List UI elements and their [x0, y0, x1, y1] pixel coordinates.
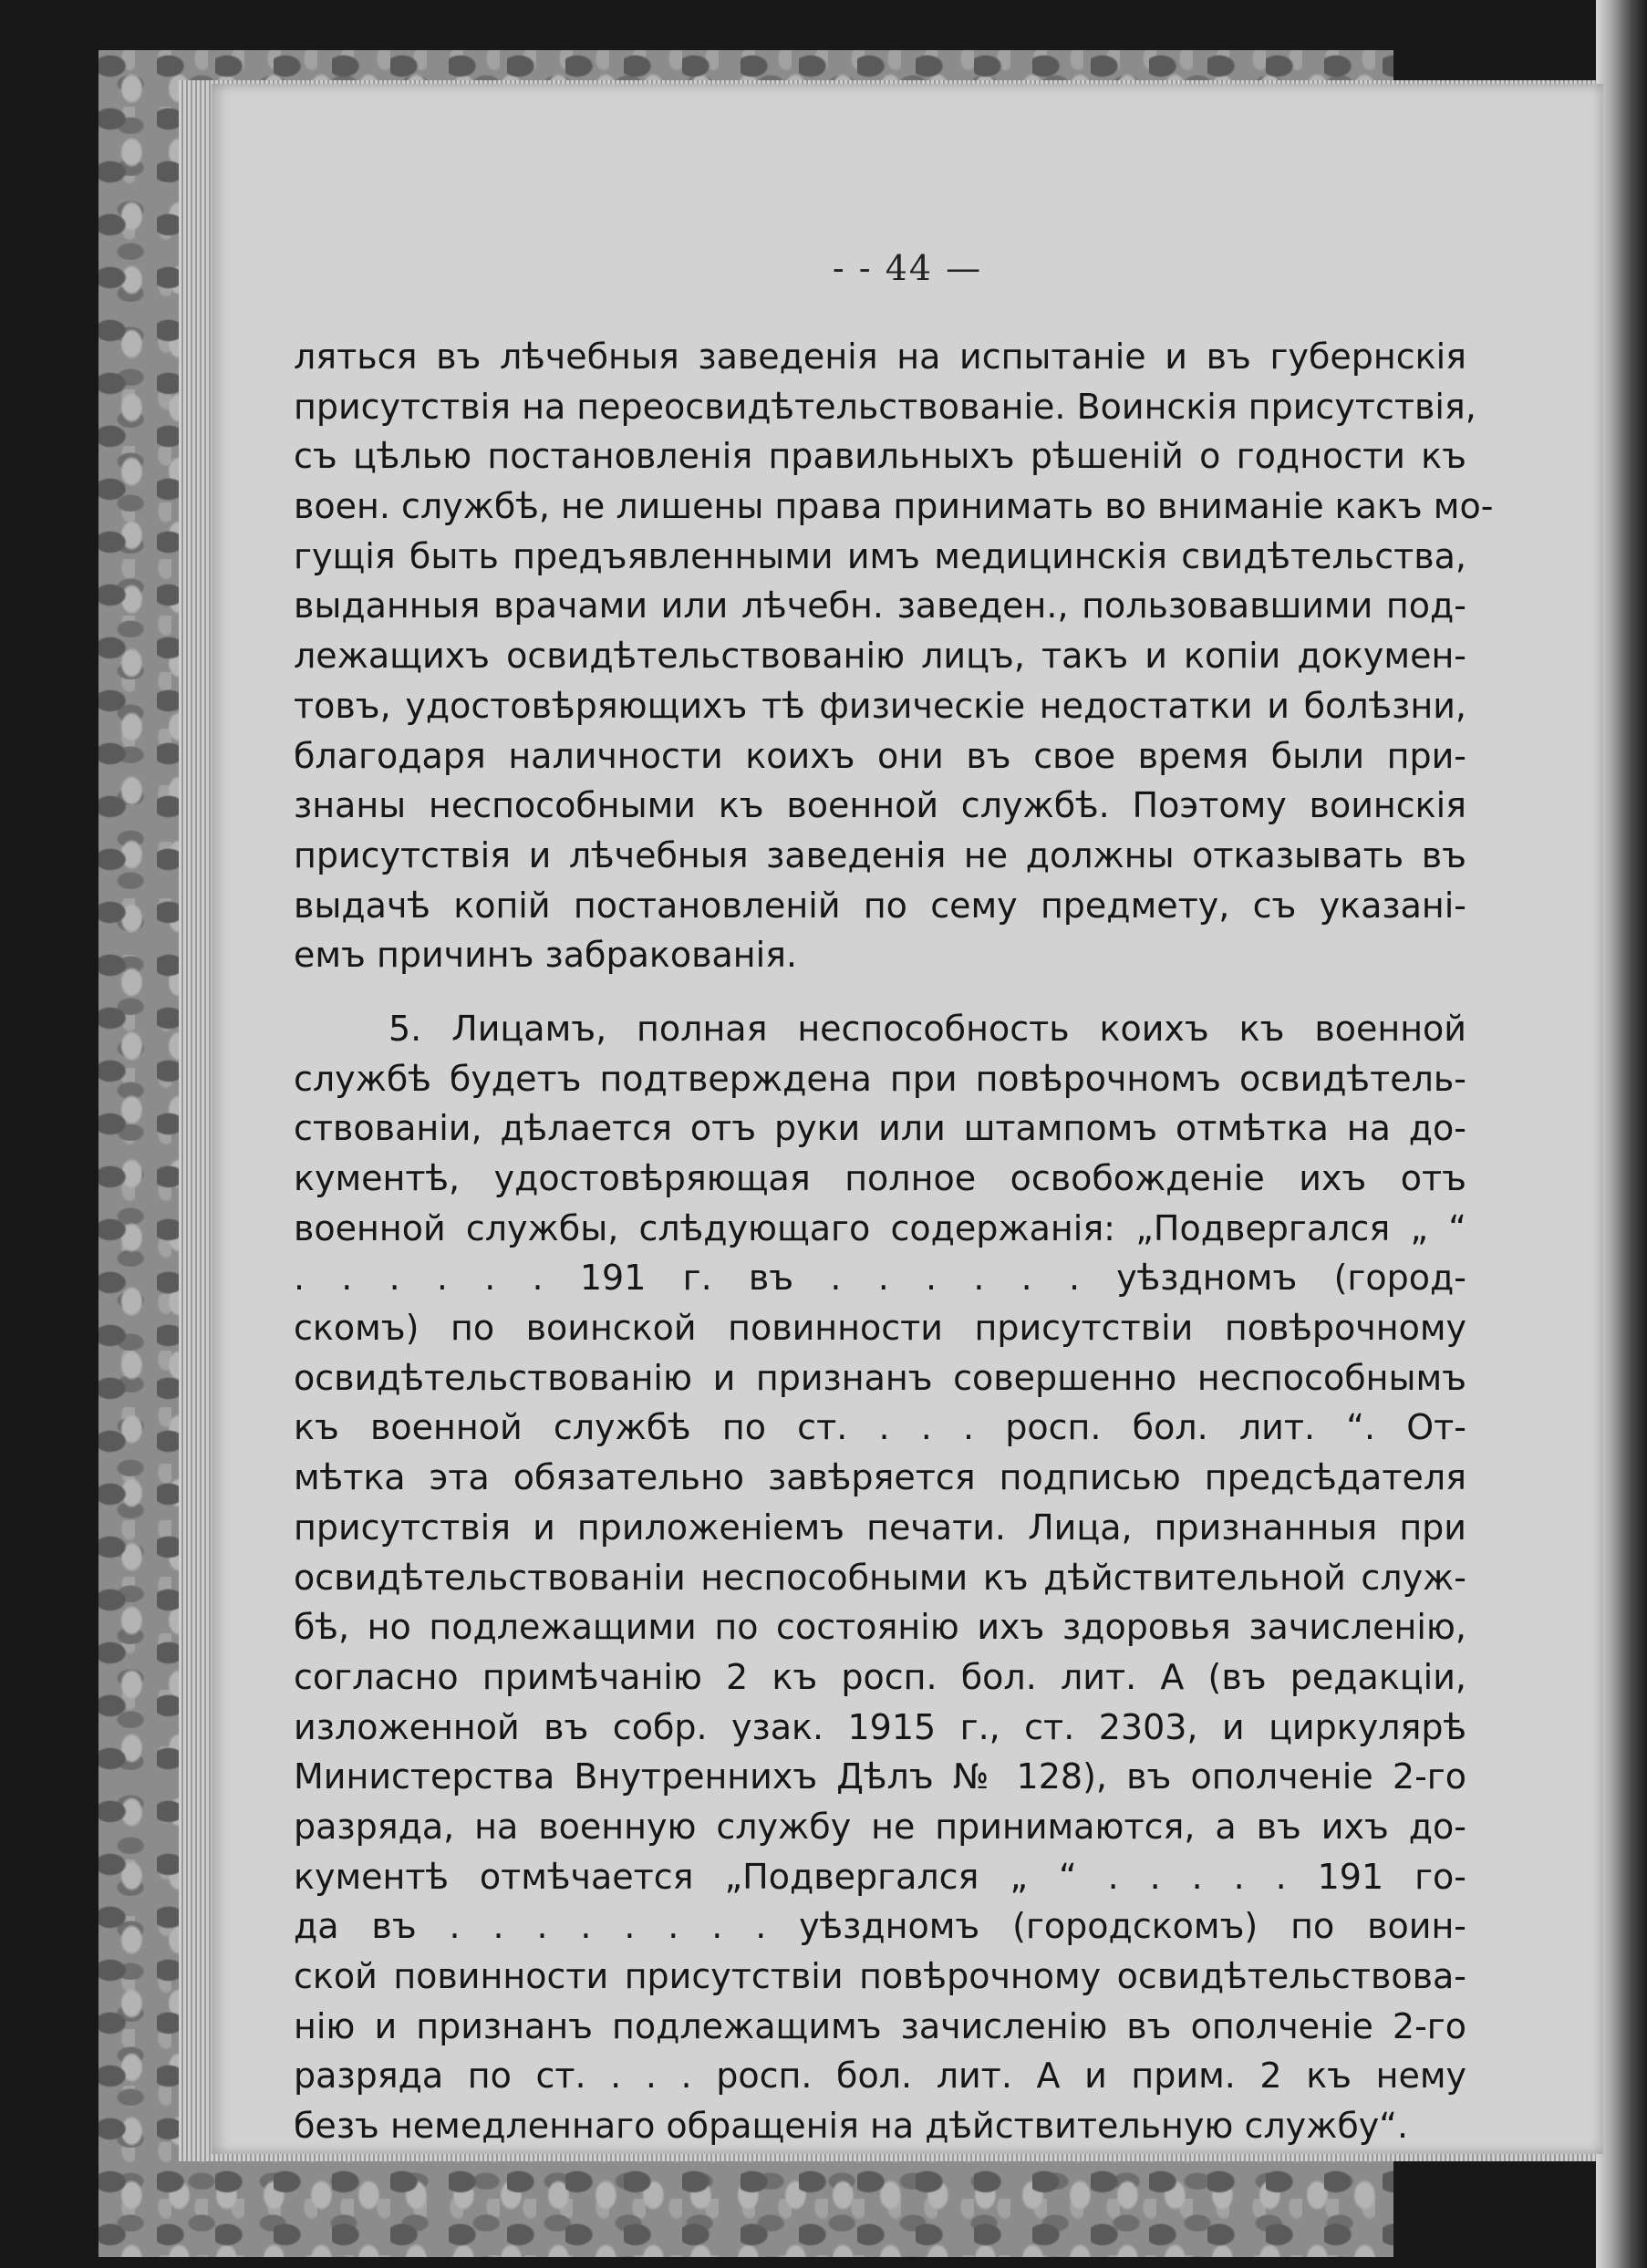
text-line: присутствія и приложеніемъ печати. Лица, признанныя при [294, 1507, 1466, 1548]
text-line: выдачѣ копій постановленій по сему предмету, съ указані- [294, 885, 1466, 926]
text-line: разряда по ст. . . . росп. бол. лит. А и прим. 2 къ нему [294, 2056, 1466, 2097]
text-line: службѣ будетъ подтверждена при повѣрочномъ освидѣтель- [294, 1058, 1466, 1099]
text-line: военной службы, слѣдующаго содержанія: „Подвергался „ “ [294, 1207, 1466, 1248]
page-number: - - 44 — [832, 248, 983, 288]
text-line: благодаря наличности коихъ они въ свое время были при- [294, 735, 1466, 776]
page-text [294, 332, 1494, 2151]
text-line: товъ, удостовѣряющихъ тѣ физическіе недостатки и болѣзни, [294, 685, 1466, 726]
text-line: кументѣ, удостовѣряющая полное освобожденіе ихъ отъ [294, 1158, 1466, 1198]
text-line: скомъ) по воинской повинности присутствіи повѣрочному [294, 1308, 1466, 1349]
text-line: гущія быть предъявленными имъ медицинскія свидѣтельства, [294, 535, 1466, 576]
text-line: кументѣ отмѣчается „Подвергался „ “ . . . . . 191 го- [294, 1856, 1466, 1897]
text-line: да въ . . . . . . . . уѣздномъ (городскомъ) по воин- [294, 1906, 1466, 1947]
text-line: освидѣтельствованіи неспособными къ дѣйствительной служ- [294, 1557, 1466, 1598]
paragraph-1 [294, 332, 1494, 980]
text-line: ской повинности присутствіи повѣрочному освидѣтельствова- [294, 1956, 1466, 1996]
text-line: емъ причинъ забракованія. [294, 935, 798, 976]
text-line: Министерства Внутреннихъ Дѣлъ № 128), въ ополченіе 2-го [294, 1756, 1466, 1797]
text-line: воен. службѣ, не лишены права принимать во вниманіе какъ мо- [294, 486, 1494, 527]
text-line: присутствія на переосвидѣтельствованіе. Воинскія присутствія, [294, 386, 1476, 427]
text-line: согласно примѣчанію 2 къ росп. бол. лит. А (въ редакціи, [294, 1656, 1466, 1697]
text-line: ствованіи, дѣлается отъ руки или штампомъ отмѣтка на до- [294, 1108, 1466, 1149]
text-line: мѣтка эта обязательно завѣряется подписью предсѣдателя [294, 1457, 1466, 1498]
text-line: лежащихъ освидѣтельствованію лицъ, такъ и копіи докумен- [294, 636, 1466, 677]
text-line: къ военной службѣ по ст. . . . росп. бол. лит. “. От- [294, 1407, 1466, 1448]
text-line: ляться въ лѣчебныя заведенія на испытаніе и въ губернскія [294, 337, 1466, 377]
paragraph-2 [294, 1004, 1466, 2151]
book-spine [1596, 0, 1647, 2268]
text-line: 5. Лицамъ, полная неспособность коихъ къ военной [388, 1008, 1466, 1049]
text-line: изложенной въ собр. узак. 1915 г., ст. 2303, и циркулярѣ [294, 1706, 1466, 1747]
book-page [212, 84, 1603, 2154]
text-line: освидѣтельствованію и признанъ совершенно неспособнымъ [294, 1357, 1466, 1398]
text-line: присутствія и лѣчебныя заведенія не должны отказывать въ [294, 834, 1466, 875]
text-line: . . . . . . 191 г. въ . . . . . . уѣздномъ (город- [294, 1258, 1466, 1299]
text-line: бѣ, но подлежащими по состоянію ихъ здоровья зачисленію, [294, 1607, 1466, 1648]
text-line: безъ немедленнаго обращенія на дѣйствительную службу“. [294, 2106, 1409, 2147]
text-line: съ цѣлью постановленія правильныхъ рѣшеній о годности къ [294, 436, 1466, 477]
text-line: нію и признанъ подлежащимъ зачисленію въ ополченіе 2-го [294, 2005, 1466, 2046]
text-line: знаны неспособными къ военной службѣ. Поэтому воинскія [294, 785, 1466, 826]
text-line: разряда, на военную службу не принимаются, а въ ихъ до- [294, 1806, 1466, 1847]
paragraph-gap [294, 980, 1466, 1004]
text-line: выданныя врачами или лѣчебн. заведен., пользовавшими под- [294, 585, 1466, 627]
